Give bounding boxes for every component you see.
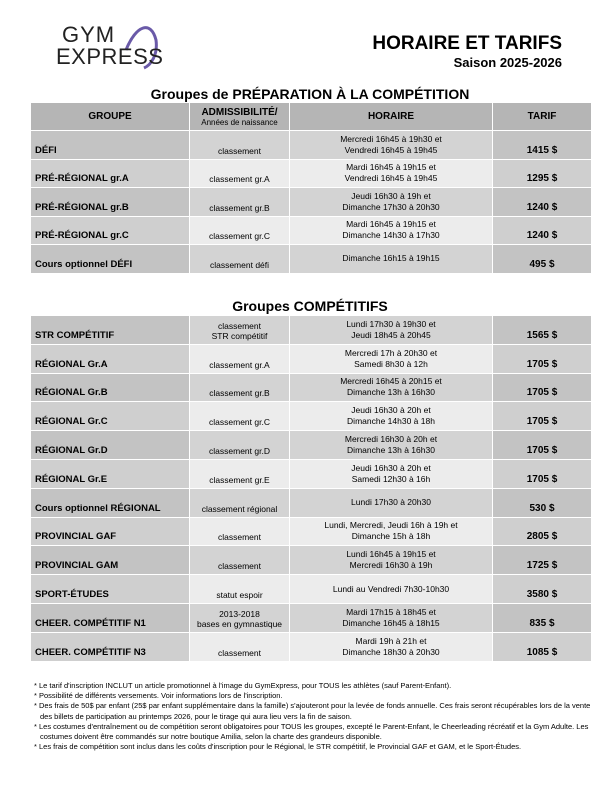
table-row xyxy=(31,575,592,604)
table-row xyxy=(31,603,592,632)
footnote: * Possibilité de différents versements. Voir informations lors de l'inscription. xyxy=(34,691,283,701)
cell-tarif: 3580 $ xyxy=(493,575,592,604)
preparation-table xyxy=(30,102,592,274)
cell-tarif: 1565 $ xyxy=(493,316,592,345)
cell-horaire: Lundi, Mercredi, Jeudi 16h à 19h et Dimanche 15h à 18h xyxy=(290,517,493,546)
footnotes xyxy=(34,681,594,752)
table-row xyxy=(31,488,592,517)
cell-admissibilite: classement gr.E xyxy=(190,459,290,488)
table-row xyxy=(31,344,592,373)
col-header-horaire: HORAIRE xyxy=(290,103,493,131)
cell-groupe: PROVINCIAL GAF xyxy=(31,517,190,546)
logo-text-gym: GYM xyxy=(62,22,116,47)
cell-admissibilite: classement régional xyxy=(190,488,290,517)
cell-admissibilite: classement gr.C xyxy=(190,402,290,431)
cell-groupe: PRÉ-RÉGIONAL gr.C xyxy=(31,216,190,245)
cell-horaire: Mercredi 16h45 à 20h15 et Dimanche 13h à 16h30 xyxy=(290,373,493,402)
cell-horaire: Lundi 17h30 à 20h30 xyxy=(290,488,493,517)
cell-horaire: Mardi 19h à 21h et Dimanche 18h30 à 20h30 xyxy=(290,632,493,661)
cell-horaire: Mercredi 16h30 à 20h et Dimanche 13h à 16h30 xyxy=(290,431,493,460)
cell-groupe: PROVINCIAL GAM xyxy=(31,546,190,575)
cell-groupe: Cours optionnel RÉGIONAL xyxy=(31,488,190,517)
cell-groupe: RÉGIONAL Gr.E xyxy=(31,459,190,488)
cell-admissibilite: classement gr.A xyxy=(190,159,290,188)
cell-admissibilite: classement gr.D xyxy=(190,431,290,460)
cell-admissibilite: classement défi xyxy=(190,245,290,274)
cell-tarif: 1705 $ xyxy=(493,459,592,488)
cell-tarif: 2805 $ xyxy=(493,517,592,546)
footnote: * Le tarif d'inscription INCLUT un article promotionnel à l'image du GymExpress, pour TOUS les athlètes (sauf Parent-Enfant). xyxy=(34,681,452,690)
cell-tarif: 1725 $ xyxy=(493,546,592,575)
logo-text-express: EXPRESS xyxy=(56,44,164,69)
table-row xyxy=(31,459,592,488)
cell-groupe: CHEER. COMPÉTITIF N3 xyxy=(31,632,190,661)
table-row xyxy=(31,517,592,546)
cell-groupe: STR COMPÉTITIF xyxy=(31,316,190,345)
table-row xyxy=(31,373,592,402)
col-header-tarif: TARIF xyxy=(493,103,592,131)
table-row xyxy=(31,316,592,345)
cell-admissibilite: classement gr.B xyxy=(190,373,290,402)
cell-tarif: 495 $ xyxy=(493,245,592,274)
table-row xyxy=(31,546,592,575)
cell-admissibilite: classement xyxy=(190,546,290,575)
cell-tarif: 1415 $ xyxy=(493,131,592,160)
cell-admissibilite: classement gr.A xyxy=(190,344,290,373)
cell-admissibilite: classement xyxy=(190,632,290,661)
cell-horaire: Mardi 16h45 à 19h15 et Dimanche 14h30 à 17h30 xyxy=(290,216,493,245)
cell-tarif: 1085 $ xyxy=(493,632,592,661)
cell-tarif: 1240 $ xyxy=(493,188,592,217)
table-row xyxy=(31,159,592,188)
cell-admissibilite: classement gr.B xyxy=(190,188,290,217)
table-row xyxy=(31,131,592,160)
cell-admissibilite: statut espoir xyxy=(190,575,290,604)
footnote: * Les frais de compétition sont inclus dans les coûts d'inscription pour le Régional, le STR compétitif, le Provincial GAF et GAM, et le Sport-Études. xyxy=(34,742,522,752)
footnote: * Des frais de 50$ par enfant (25$ par enfant supplémentaire dans la famille) s'ajouteront pour la levée de fonds annuelle. Ces frais seront récupérables lors de la vente des billets de participation au printemps 2026, pour le tirage qui aura lieu vers la fin de saison. xyxy=(34,701,591,721)
cell-horaire: Jeudi 16h30 à 20h et Samedi 12h30 à 16h xyxy=(290,459,493,488)
table-row xyxy=(31,402,592,431)
table-row xyxy=(31,431,592,460)
table-row xyxy=(31,216,592,245)
cell-tarif: 1705 $ xyxy=(493,402,592,431)
cell-horaire: Mardi 17h15 à 18h45 et Dimanche 16h45 à 18h15 xyxy=(290,603,493,632)
cell-tarif: 1705 $ xyxy=(493,344,592,373)
footnote: * Les costumes d'entraînement ou de compétition seront obligatoires pour TOUS les groupes, excepté le Parent-Enfant, le Cheerleading récréatif et la Gym Adulte. Les costumes doivent être commandés sur notre boutique Amilia, selon la charte des grandeurs disponible. xyxy=(34,721,589,742)
cell-groupe: RÉGIONAL Gr.A xyxy=(31,344,190,373)
gymexpress-logo xyxy=(56,20,166,70)
cell-groupe: CHEER. COMPÉTITIF N1 xyxy=(31,603,190,632)
competitive-table xyxy=(30,315,592,662)
table-row xyxy=(31,632,592,661)
col-header-groupe: GROUPE xyxy=(31,103,190,131)
cell-admissibilite: classement xyxy=(190,131,290,160)
cell-groupe: PRÉ-RÉGIONAL gr.B xyxy=(31,188,190,217)
section-title-competitifs: Groupes COMPÉTITIFS xyxy=(232,298,388,314)
cell-admissibilite: classement STR compétitif xyxy=(190,316,290,345)
cell-tarif: 835 $ xyxy=(493,603,592,632)
col-header-admissibilite: ADMISSIBILITÉ/ Années de naissance xyxy=(190,103,290,131)
cell-groupe: PRÉ-RÉGIONAL gr.A xyxy=(31,159,190,188)
cell-horaire: Jeudi 16h30 à 20h et Dimanche 14h30 à 18h xyxy=(290,402,493,431)
cell-groupe: RÉGIONAL Gr.D xyxy=(31,431,190,460)
season-label: Saison 2025-2026 xyxy=(453,55,562,70)
cell-admissibilite: classement gr.C xyxy=(190,216,290,245)
cell-admissibilite: classement xyxy=(190,517,290,546)
cell-groupe: SPORT-ÉTUDES xyxy=(31,575,190,604)
cell-tarif: 1240 $ xyxy=(493,216,592,245)
section-title-preparation: Groupes de PRÉPARATION À LA COMPÉTITION xyxy=(150,86,470,102)
cell-groupe: Cours optionnel DÉFI xyxy=(31,245,190,274)
cell-admissibilite: 2013-2018 bases en gymnastique xyxy=(190,603,290,632)
cell-horaire: Dimanche 16h15 à 19h15 xyxy=(290,245,493,274)
cell-horaire: Lundi 16h45 à 19h15 et Mercredi 16h30 à 19h xyxy=(290,546,493,575)
table-row xyxy=(31,245,592,274)
cell-horaire: Lundi au Vendredi 7h30-10h30 xyxy=(290,575,493,604)
page-title: HORAIRE ET TARIFS xyxy=(372,33,562,54)
cell-groupe: DÉFI xyxy=(31,131,190,160)
cell-horaire: Mercredi 16h45 à 19h30 et Vendredi 16h45 à 19h45 xyxy=(290,131,493,160)
cell-horaire: Lundi 17h30 à 19h30 et Jeudi 18h45 à 20h45 xyxy=(290,316,493,345)
cell-tarif: 1705 $ xyxy=(493,431,592,460)
cell-tarif: 530 $ xyxy=(493,488,592,517)
cell-horaire: Jeudi 16h30 à 19h et Dimanche 17h30 à 20h30 xyxy=(290,188,493,217)
cell-groupe: RÉGIONAL Gr.B xyxy=(31,373,190,402)
cell-horaire: Mercredi 17h à 20h30 et Samedi 8h30 à 12h xyxy=(290,344,493,373)
cell-tarif: 1705 $ xyxy=(493,373,592,402)
cell-horaire: Mardi 16h45 à 19h15 et Vendredi 16h45 à 19h45 xyxy=(290,159,493,188)
cell-groupe: RÉGIONAL Gr.C xyxy=(31,402,190,431)
table-row xyxy=(31,188,592,217)
cell-tarif: 1295 $ xyxy=(493,159,592,188)
